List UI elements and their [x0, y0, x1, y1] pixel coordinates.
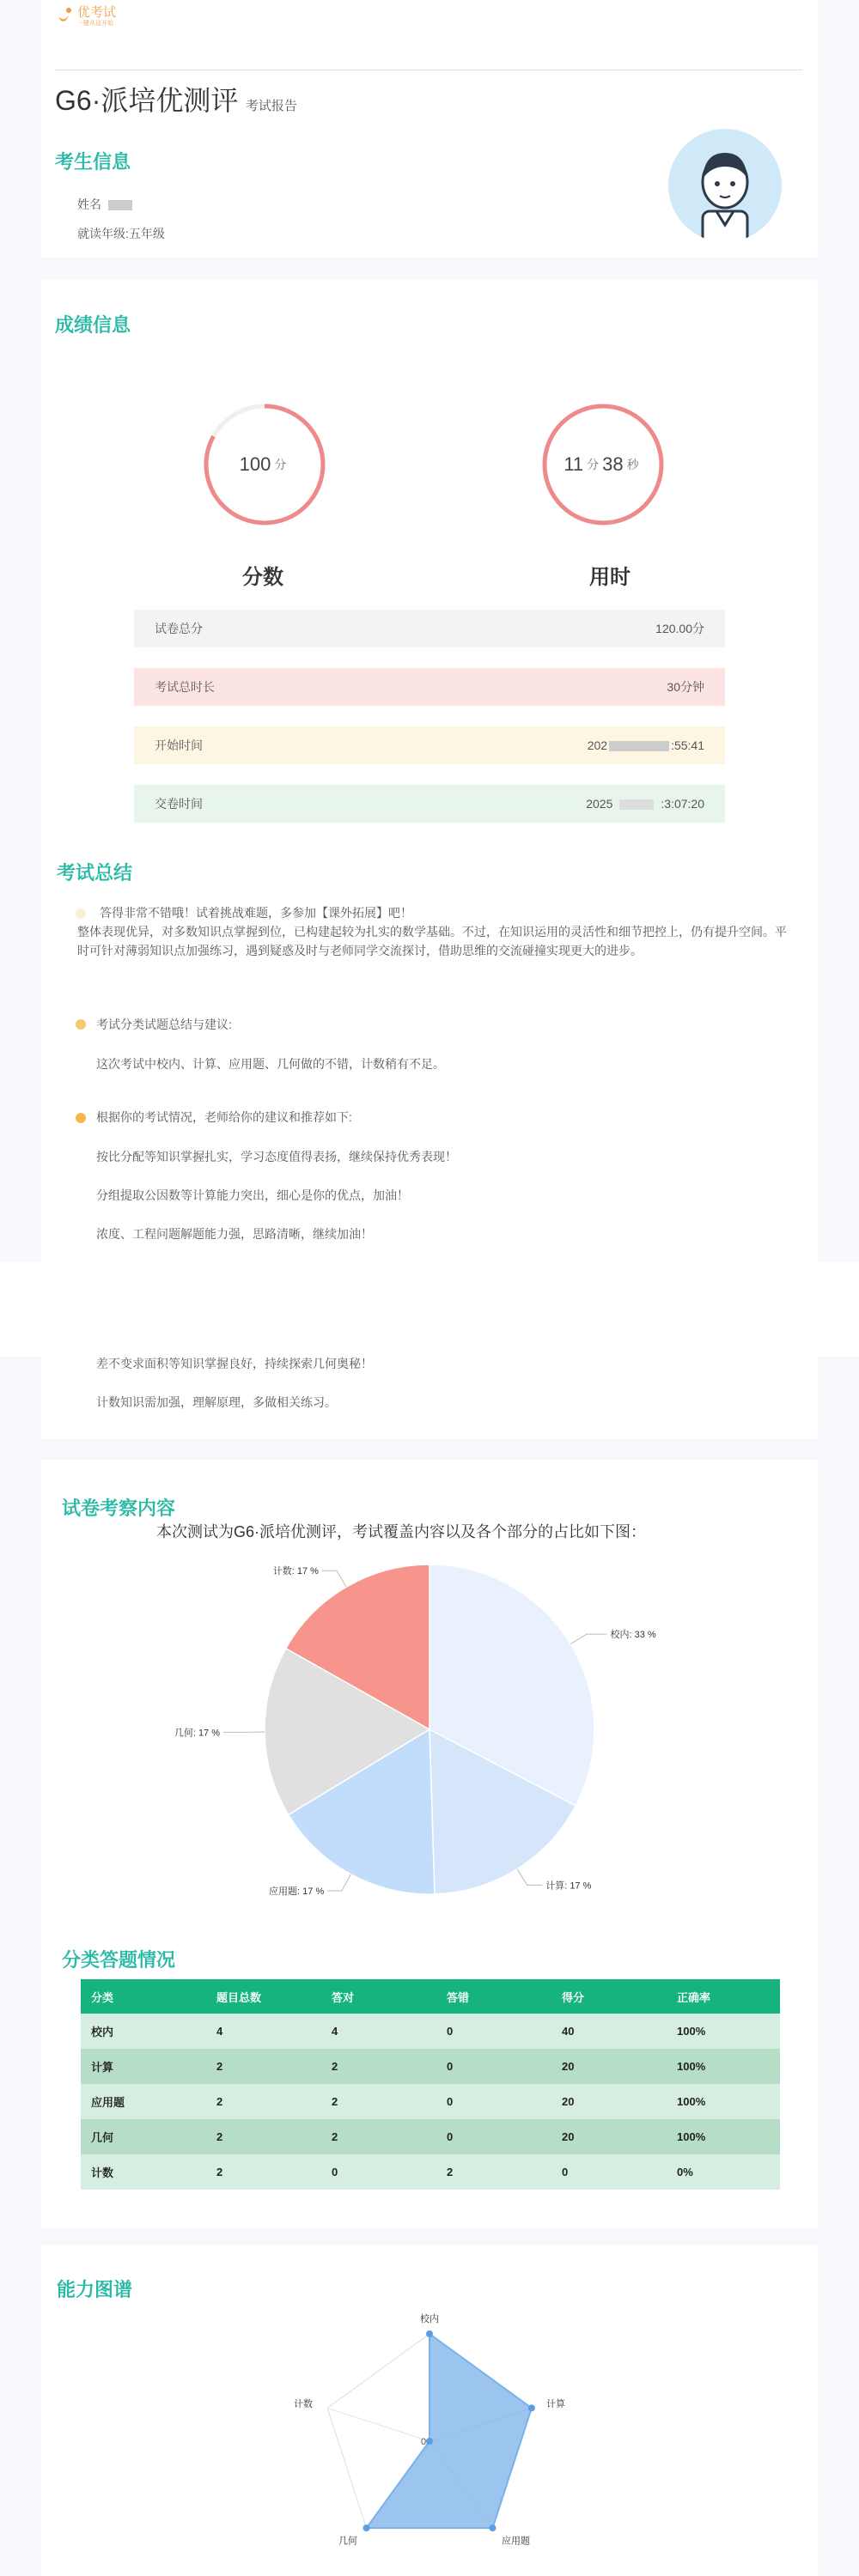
time-label: 用时 [589, 566, 631, 589]
radar-axis-line [327, 2408, 430, 2441]
advice-item: 差不变求面积等知识掌握良好，持续探索几何奥秘！ [96, 1357, 373, 1370]
table-header-cell: 得分 [551, 1979, 667, 2014]
radar-point [528, 2404, 535, 2411]
table-header-cell: 题目总数 [206, 1979, 321, 2014]
table-cell: 0 [436, 2014, 551, 2049]
table-cell: 2 [206, 2119, 321, 2154]
table-cell: 0 [436, 2119, 551, 2154]
table-header-cell: 答错 [436, 1979, 551, 2014]
summary-section-title: 考试总结 [57, 862, 133, 884]
radar-area [367, 2334, 532, 2528]
table-header-cell: 分类 [81, 1979, 206, 2014]
time-seconds: 38 [602, 453, 624, 475]
table-cell: 0 [321, 2154, 436, 2190]
advice-item: 计数知识需加强，理解原理，多做相关练习。 [96, 1395, 337, 1409]
pie-data-label: 计算: 17 % [545, 1880, 592, 1892]
category-section-title: 分类答题情况 [62, 1949, 176, 1971]
advice-item: 按比分配等知识掌握扎实，学习态度值得表扬，继续保持优秀表现！ [96, 1150, 457, 1163]
table-cell: 2 [206, 2154, 321, 2190]
time-minutes: 11 [564, 453, 584, 475]
table-cell: 100% [667, 2014, 780, 2049]
table-cell: 校内 [81, 2014, 206, 2049]
student-name-label: 姓名 [77, 197, 101, 211]
radar-axis-label: 几何 [338, 2536, 357, 2547]
summary-paragraph: 整体表现优异，对多数知识点掌握到位，已构建起较为扎实的数学基础。不过，在知识运用的灵活性和细节把控上，仍有提升空间。平时可针对薄弱知识点加强练习，遇到疑惑及时与老师同学交流探讨，借助思维的交流碰撞实现更大的进步。 [77, 925, 787, 957]
table-cell: 20 [551, 2084, 667, 2119]
advice-item: 浓度、工程问题解题能力强，思路清晰，继续加油！ [96, 1227, 373, 1241]
table-cell: 几何 [81, 2119, 206, 2154]
table-cell: 4 [206, 2014, 321, 2049]
summary-intro: 答得非常不错哦！试着挑战难题，多参加【课外拓展】吧！ [100, 906, 412, 920]
pie-data-label: 校内: 33 % [610, 1630, 656, 1641]
radar-axis-label: 计算 [546, 2398, 566, 2409]
radar-axis-label: 应用题 [502, 2536, 531, 2547]
row-value: 120.00分 [655, 622, 704, 635]
radar-point [489, 2524, 496, 2531]
table-cell: 应用题 [81, 2084, 206, 2119]
student-grade-line: 就读年级:五年级 [77, 227, 165, 240]
content-description: 本次测试为G6·派培优测评，考试覆盖内容以及各个部分的占比如下图： [156, 1523, 647, 1540]
advice-item: 分组提取公因数等计算能力突出，细心是你的优点，加油！ [96, 1188, 409, 1202]
table-cell: 2 [321, 2119, 436, 2154]
table-cell: 2 [206, 2049, 321, 2084]
score-value: 100 [239, 453, 271, 475]
row-label: 交卷时间 [155, 797, 203, 811]
table-cell: 计算 [81, 2049, 206, 2084]
table-cell: 100% [667, 2084, 780, 2119]
table-cell: 4 [321, 2014, 436, 2049]
table-cell: 2 [321, 2049, 436, 2084]
table-cell: 0 [436, 2084, 551, 2119]
brand-subtitle: 一键从这开始 [77, 20, 113, 27]
table-cell: 计数 [81, 2154, 206, 2190]
radar-center-label: 0 [421, 2437, 427, 2447]
row-label: 试卷总分 [155, 622, 203, 635]
radar-axis-label: 校内 [420, 2314, 439, 2324]
table-cell: 100% [667, 2119, 780, 2154]
table-cell: 2 [436, 2154, 551, 2190]
table-cell: 0 [551, 2154, 667, 2190]
row-label: 考试总时长 [155, 680, 215, 694]
score-label: 分数 [242, 566, 283, 589]
time-min-unit: 分 [587, 458, 600, 471]
radar-point [363, 2524, 370, 2531]
table-cell: 100% [667, 2049, 780, 2084]
pie-data-label: 计数: 17 % [272, 1566, 319, 1577]
pie-data-label: 几何: 17 % [174, 1728, 221, 1739]
table-cell: 0% [667, 2154, 780, 2190]
radar-axis-label: 计数 [293, 2398, 313, 2409]
row-value: 30分钟 [667, 680, 704, 694]
score-unit: 分 [274, 458, 287, 471]
pie-data-label: 应用题: 17 % [269, 1886, 325, 1898]
table-cell: 0 [436, 2049, 551, 2084]
page-title: G6·派培优测评 [55, 85, 239, 116]
student-section-title: 考生信息 [55, 151, 131, 173]
content-section-title: 试卷考察内容 [62, 1498, 176, 1519]
brand-name: 优考试 [77, 4, 117, 20]
time-sec-unit: 秒 [626, 458, 639, 471]
radar-point [426, 2438, 433, 2445]
ability-section-title: 能力图谱 [57, 2279, 133, 2300]
page-subtitle: 考试报告 [245, 99, 297, 113]
row-label: 开始时间 [155, 738, 203, 752]
table-header-cell: 正确率 [667, 1979, 780, 2014]
table-header-cell: 答对 [321, 1979, 436, 2014]
table-cell: 20 [551, 2119, 667, 2154]
category-summary-text: 这次考试中校内、计算、应用题、几何做的不错，计数稍有不足。 [96, 1057, 445, 1071]
table-cell: 20 [551, 2049, 667, 2084]
table-cell: 2 [321, 2084, 436, 2119]
row-value-tail: :55:41 [671, 738, 704, 752]
category-summary-title: 考试分类试题总结与建议: [96, 1018, 232, 1031]
table-cell: 2 [206, 2084, 321, 2119]
advice-title: 根据你的考试情况，老师给你的建议和推荐如下: [96, 1110, 352, 1124]
row-value: 202 [587, 738, 608, 752]
score-section-title: 成绩信息 [55, 314, 131, 336]
row-value: 2025 [586, 797, 613, 811]
table-cell: 40 [551, 2014, 667, 2049]
row-value-tail: :3:07:20 [661, 797, 704, 811]
radar-point [426, 2330, 433, 2337]
